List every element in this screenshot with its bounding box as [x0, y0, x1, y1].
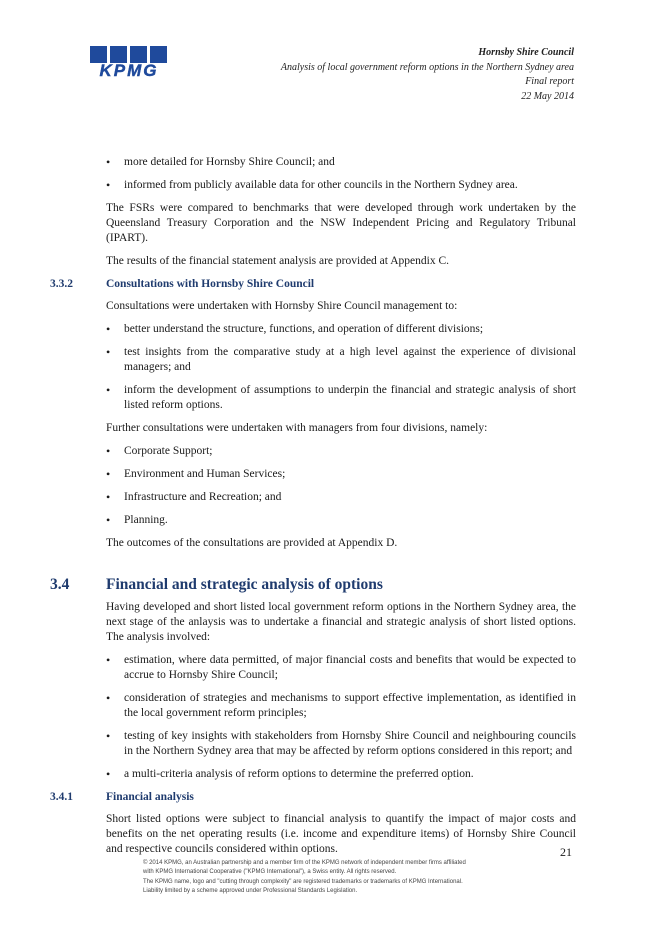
page-header	[281, 46, 574, 104]
paragraph-outcomes: The outcomes of the consultations are provided at Appendix D.	[106, 537, 398, 549]
section-title: Financial and strategic analysis of options	[106, 576, 383, 593]
footer-line: Liability limited by a scheme approved under Professional Standards Legislation.	[143, 887, 358, 894]
section-number: 3.3.2	[50, 278, 73, 290]
section-title: Consultations with Hornsby Shire Council	[106, 278, 315, 290]
page-content	[50, 155, 576, 865]
kpmg-logo-text: KPMG	[99, 61, 159, 80]
page-number: 21	[560, 845, 572, 859]
bullet-item: • Planning.	[106, 513, 576, 528]
footer-line: © 2014 KPMG, an Australian partnership and a member firm of the KPMG network of independent member firms affiliated	[143, 860, 466, 866]
kpmg-logo	[88, 44, 170, 80]
paragraph-results: The results of the financial statement analysis are provided at Appendix C.	[106, 255, 449, 267]
bullet-item: • informed from publicly available data for other councils in the Northern Sydney area.	[106, 178, 576, 193]
bullet-item: • consideration of strategies and mechanisms to support effective implementation, as identified in the local government reform principles;	[106, 691, 576, 721]
bullet-item: • more detailed for Hornsby Shire Council; and	[106, 155, 576, 170]
header-report: Final report	[525, 76, 574, 87]
header-date: 22 May 2014	[521, 90, 574, 102]
bullet-item: • estimation, where data permitted, of major financial costs and benefits that would be expected to accrue to Hornsby Shire Council;	[106, 653, 576, 683]
footer-line: with KPMG International Cooperative ("KPMG International"), a Swiss entity. All rights reserved.	[143, 868, 397, 875]
bullet-item: • inform the development of assumptions to underpin the financial and strategic analysis of short listed reform options.	[106, 383, 576, 413]
page-footer	[143, 859, 466, 895]
section-title: Financial analysis	[106, 791, 194, 803]
bullet-item: • test insights from the comparative study at a high level against the experience of divisional managers; and	[106, 345, 576, 375]
kpmg-logo-graphic	[88, 44, 170, 80]
section-number: 3.4.1	[50, 791, 73, 803]
paragraph-further: Further consultations were undertaken with managers from four divisions, namely:	[106, 422, 488, 434]
paragraph-3-4: Having developed and short listed local government reform options in the Northern Sydney area, the next stage of the anlaysis was to undertake a financial and strategic analysis of short listed options. The analysis involved:	[106, 601, 576, 643]
paragraph-3-4-1: Short listed options were subject to financial analysis to quantify the impact of major costs and benefits on the net operating results (i.e. income and expenditure items) of Hornsby Shire Council and respective councils considered within options.	[106, 813, 576, 855]
bullet-item: • Corporate Support;	[106, 444, 576, 459]
section-number: 3.4	[50, 576, 70, 593]
header-subtitle: Analysis of local government reform options in the Northern Sydney area	[280, 61, 574, 73]
bullet-item: • testing of key insights with stakeholders from Hornsby Shire Council and neighbouring councils in the Northern Sydney area that may be affected by reform options considered in this report; and	[106, 729, 576, 759]
bullet-item: • better understand the structure, functions, and operation of different divisions;	[106, 322, 576, 337]
bullet-item: • Environment and Human Services;	[106, 467, 576, 482]
bullet-item: • a multi-criteria analysis of reform options to determine the preferred option.	[106, 767, 576, 782]
section-heading-3-3-2	[50, 277, 576, 292]
paragraph-consult: Consultations were undertaken with Hornsby Shire Council management to:	[106, 300, 458, 312]
section-heading-3-4-1	[50, 790, 576, 805]
bullet-item: • Infrastructure and Recreation; and	[106, 490, 576, 505]
header-org: Hornsby Shire Council	[478, 47, 574, 58]
footer-line: The KPMG name, logo and "cutting through complexity" are registered trademarks or trademarks of KPMG International.	[143, 879, 463, 886]
section-heading-3-4	[50, 576, 576, 593]
paragraph-fsr: The FSRs were compared to benchmarks that were developed through work undertaken by the Queensland Treasury Corporation and the NSW Independent Pricing and Regulatory Tribunal (IPART).	[106, 202, 576, 244]
